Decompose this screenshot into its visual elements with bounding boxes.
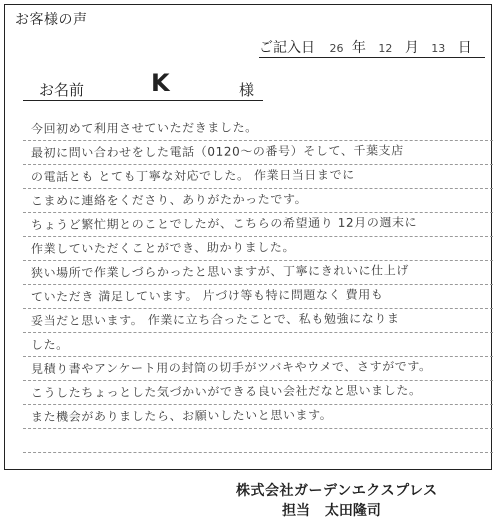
date-day-value: 13 (431, 42, 446, 55)
comment-line (23, 285, 493, 309)
comment-line (23, 141, 493, 165)
comment-text: 狭い場所で作業しづらかったと思いますが、丁寧にきれいに仕上げ (30, 263, 409, 281)
comment-line (23, 261, 493, 285)
company-name: 株式会社ガーデンエクスプレス (236, 483, 438, 499)
comment-text: の電話とも とても丁寧な対応でした。 作業日当日までに (30, 167, 355, 185)
date-underline (259, 57, 485, 58)
comment-line (23, 429, 493, 453)
date-day-unit: 日 (457, 40, 472, 56)
date-year-value: 26 (329, 42, 344, 55)
comment-text: また機会がありましたら、お願いしたいと思います。 (30, 407, 333, 425)
staff-line (282, 500, 381, 520)
date-year-unit: 年 (351, 40, 366, 56)
comment-line (23, 189, 493, 213)
comment-text: 作業していただくことができ、助かりました。 (30, 240, 296, 257)
date-month-unit: 月 (404, 40, 419, 56)
comment-area (23, 117, 493, 453)
comment-line (23, 381, 493, 405)
name-entry (23, 69, 283, 99)
comment-line (23, 165, 493, 189)
comment-line (23, 213, 493, 237)
date-label: ご記入日 (259, 40, 315, 56)
date-entry (259, 37, 472, 57)
comment-text: ていただき 満足しています。 片づけ等も特に問題なく 費用も (30, 287, 384, 305)
customer-name: K (151, 69, 170, 97)
comment-text: こうしたちょっとした気づかいができる良い会社だなと思いました。 (30, 383, 422, 401)
comment-line (23, 405, 493, 429)
comment-text: こまめに連絡をくださり、ありがたかったです。 (30, 192, 308, 209)
comment-line (23, 237, 493, 261)
comment-line (23, 309, 493, 333)
name-label: お名前 (39, 81, 85, 99)
comment-line (23, 357, 493, 381)
comment-text: ちょうど繁忙期とのことでしたが、こちらの希望通り 12月の週末に (30, 215, 418, 233)
staff-role: 担当 (282, 503, 310, 519)
feedback-form (4, 4, 492, 470)
form-title: お客様の声 (15, 12, 88, 28)
comment-text: 今回初めて利用させていただきました。 (30, 120, 258, 137)
staff-name: 太田隆司 (324, 503, 381, 519)
comment-line (23, 117, 493, 141)
comment-text: 見積り書やアンケート用の封筒の切手がツバキやウメで、さすがです。 (30, 359, 432, 377)
comment-line (23, 333, 493, 357)
comment-text: 最初に問い合わせをした電話（0120～の番号）そして、千葉支店 (30, 143, 404, 161)
comment-text: した。 (30, 337, 69, 353)
name-underline (23, 100, 263, 101)
comment-text: 妥当だと思います。 作業に立ち合ったことで、私も勉強になりま (30, 311, 400, 329)
name-honorific: 様 (239, 81, 255, 99)
date-month-value: 12 (378, 42, 393, 55)
